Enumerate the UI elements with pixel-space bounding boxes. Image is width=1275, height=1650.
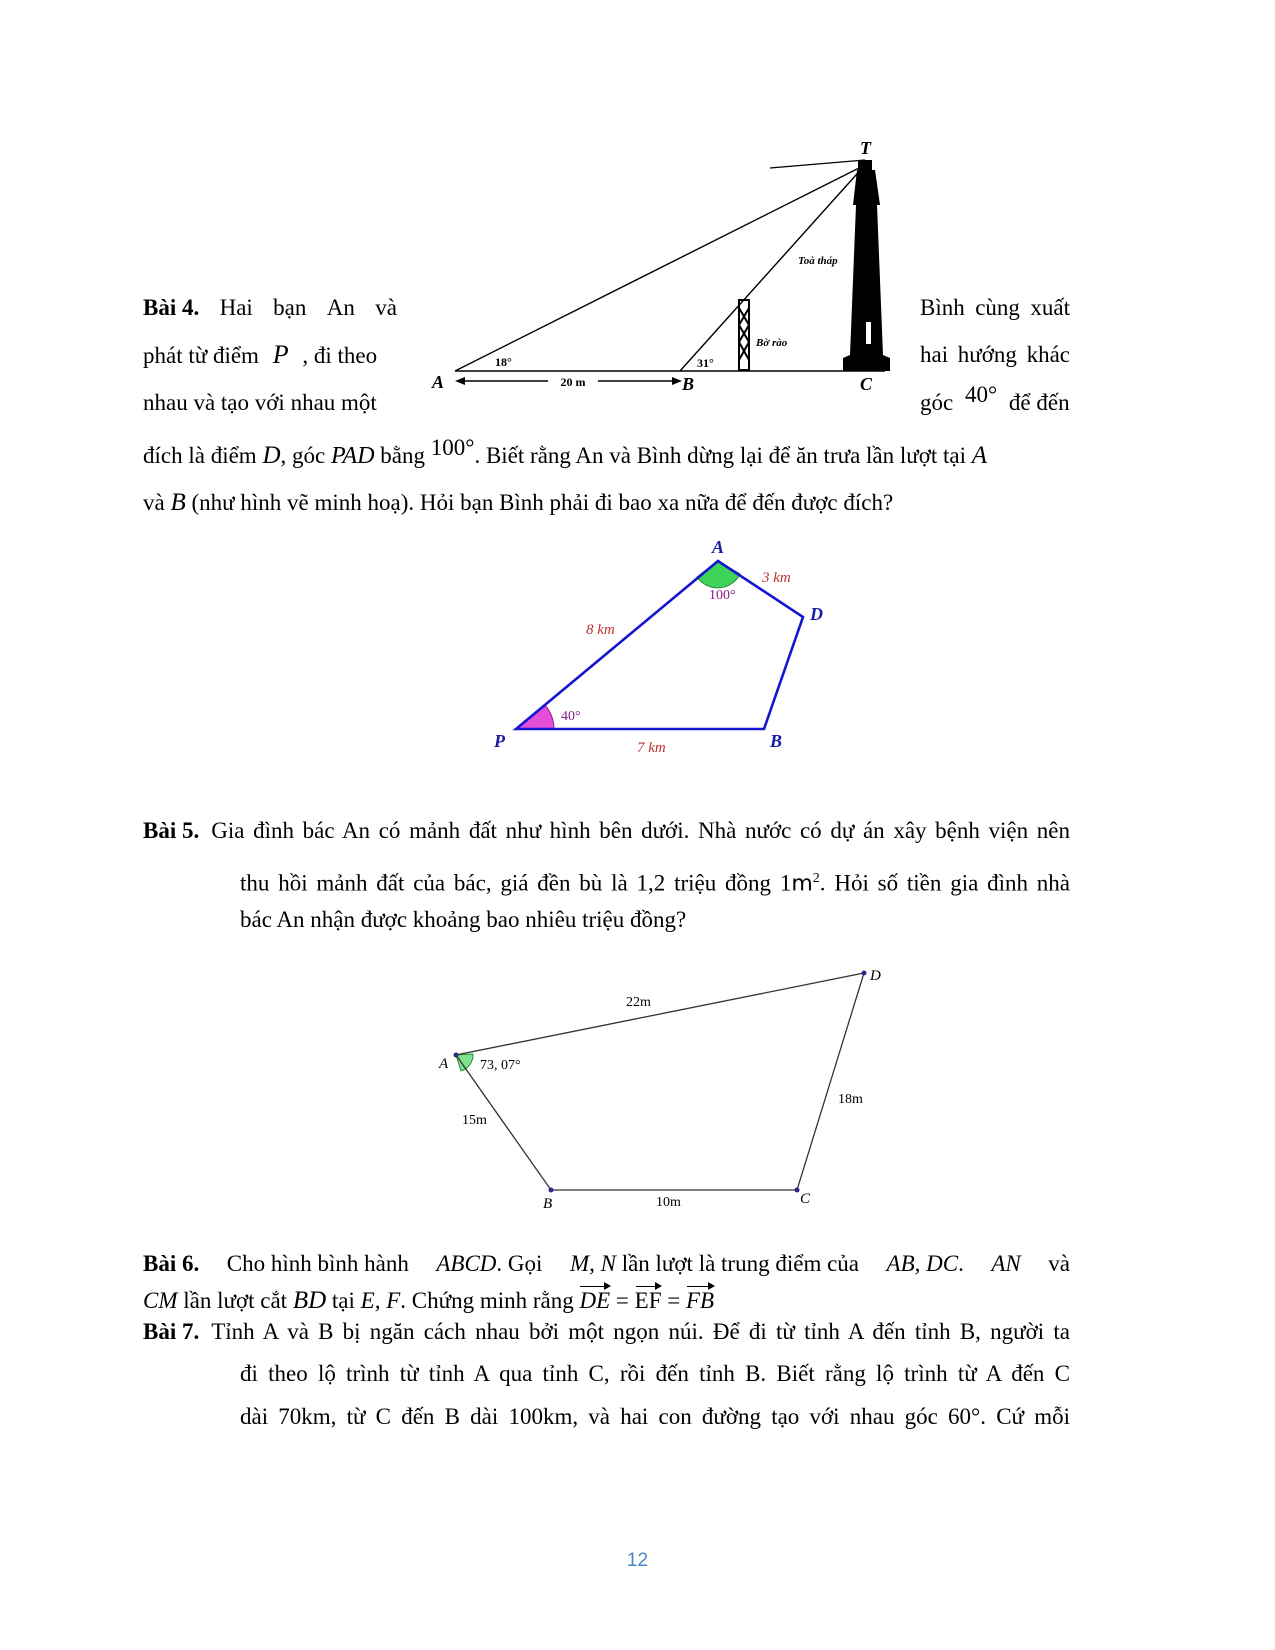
text: Cho hình bình hành (226, 1251, 409, 1276)
text: , góc (280, 443, 331, 468)
math-AN: AN (991, 1251, 1021, 1276)
page-number: 12 (626, 1550, 649, 1571)
distance-AB-label: 20 m (560, 375, 586, 389)
angle-A-arc (456, 1054, 473, 1071)
word: hướng (957, 342, 1017, 367)
side-AD-label: 3 km (762, 570, 791, 586)
math-sup-2: 2 (812, 871, 820, 886)
math-A: A (971, 442, 988, 469)
fence-label: Bờ rào (756, 337, 788, 349)
vector-FB: FB (685, 1288, 715, 1313)
equals-sign: = (610, 1288, 635, 1313)
text: . Chứng minh rằng (400, 1288, 580, 1313)
vector-DE: DE (579, 1288, 611, 1313)
angle-P-label: 40° (561, 709, 581, 724)
label-C: C (800, 1191, 811, 1207)
side-AD-label: 22m (626, 995, 651, 1010)
text: phát từ điểm (143, 343, 259, 368)
point-C (795, 1188, 800, 1193)
text: và (1048, 1251, 1070, 1276)
text: . (958, 1251, 964, 1276)
equals-sign: = (661, 1288, 686, 1313)
label-D: D (870, 968, 881, 984)
bai7-label: Bài 7. (143, 1319, 200, 1344)
angle-B-label: 31° (697, 356, 714, 370)
label-B: B (543, 1196, 553, 1212)
word: Bình (920, 295, 965, 320)
bai7-line2: đi theo lộ trình từ tỉnh A qua tỉnh C, rồi đến tỉnh B. Biết rằng lộ trình từ A đến C (240, 1361, 1070, 1386)
text: bằng (374, 443, 431, 468)
text: tại (326, 1288, 361, 1313)
label-A: A (432, 372, 445, 392)
text: góc (920, 390, 954, 415)
word: khác (1026, 342, 1070, 367)
tower-label: Toà tháp (798, 255, 838, 267)
word: Hai (219, 295, 253, 320)
math-CM: CM (143, 1288, 178, 1313)
math-PAD: PAD (330, 443, 375, 469)
point-B (549, 1188, 554, 1193)
vector-EF: EF (634, 1288, 662, 1313)
land-polygon (456, 973, 864, 1190)
math-BD: BD (292, 1287, 327, 1314)
bai6-label: Bài 6. (143, 1251, 200, 1276)
bai6-line2 (143, 1287, 714, 1315)
math-ABCD: ABCD (436, 1251, 497, 1276)
label-A: A (439, 1056, 449, 1072)
angle-A-label: 100° (709, 588, 736, 603)
math-angle-40: 40° (964, 382, 998, 407)
math-EF: E, F (360, 1288, 401, 1313)
text: , đi theo (302, 343, 378, 368)
text: lần lượt cắt (177, 1288, 293, 1313)
text: để đến (1008, 390, 1070, 415)
math-P: P (272, 340, 289, 369)
math-D: D (262, 442, 281, 469)
math-MN: M, N (569, 1251, 616, 1276)
label-C: C (860, 374, 873, 394)
side-BC-label: 10m (656, 1195, 681, 1210)
text: Gia đình bác An có mảnh đất như hình bên dưới. Nhà nước có dự án xây bệnh viện nên (211, 818, 1070, 843)
point-A (454, 1053, 459, 1058)
label-A: A (711, 537, 725, 557)
side-PB-label: 7 km (637, 740, 666, 756)
text: đích là điểm (143, 443, 263, 468)
label-T: T (860, 138, 871, 158)
text: Tỉnh A và B bị ngăn cách nhau bởi một ngọn núi. Để đi từ tỉnh A đến tỉnh B, người ta (211, 1319, 1070, 1344)
math-angle-100: 100° (430, 435, 475, 460)
text: . Gọi (496, 1251, 543, 1276)
word: hai (920, 342, 949, 367)
bai5-label: Bài 5. (143, 818, 200, 843)
label-B: B (682, 374, 695, 394)
text: (như hình vẽ minh hoạ). Hỏi bạn Bình phải đi bao xa nữa để đến được đích? (185, 490, 894, 515)
text: . Biết rằng An và Bình dừng lại để ăn trưa lần lượt tại (474, 443, 972, 468)
point-D (862, 971, 867, 976)
angle-A-label: 18° (495, 355, 512, 369)
bai6-line1 (143, 1250, 1070, 1278)
side-PA-label: 8 km (586, 622, 615, 638)
word: cùng (975, 295, 1020, 320)
word: bạn (273, 295, 307, 320)
side-AB-label: 15m (462, 1113, 487, 1128)
math-B: B (170, 489, 186, 516)
bai7-line1 (143, 1318, 1070, 1346)
word: xuất (1030, 295, 1070, 320)
word: và (375, 295, 397, 320)
word: An (326, 295, 355, 320)
text: và (143, 490, 171, 515)
text: thu hồi mảnh đất của bác, giá đền bù là 1,2 triệu đồng 1 (240, 870, 792, 896)
bai4-label: Bài 4. (143, 295, 200, 320)
bai7-line3: dài 70km, từ C đến B dài 100km, và hai con đường tạo với nhau góc 60°. Cứ mỗi (240, 1404, 1070, 1429)
label-P: P (494, 731, 505, 751)
text: lần lượt là trung điểm của (621, 1251, 859, 1276)
math-unit-m: m (791, 871, 813, 897)
angle-A-label: 73, 07° (480, 1058, 521, 1073)
side-CD-label: 18m (838, 1092, 863, 1107)
label-B: B (770, 731, 783, 751)
bai4-row3-left: nhau và tạo với nhau một (143, 390, 377, 415)
text: . Hỏi số tiền gia đình nhà (819, 870, 1070, 896)
math-AB-DC: AB, DC (886, 1251, 959, 1276)
bai5-line3: bác An nhận được khoảng bao nhiêu triệu đồng? (240, 907, 687, 932)
label-D: D (810, 604, 823, 624)
